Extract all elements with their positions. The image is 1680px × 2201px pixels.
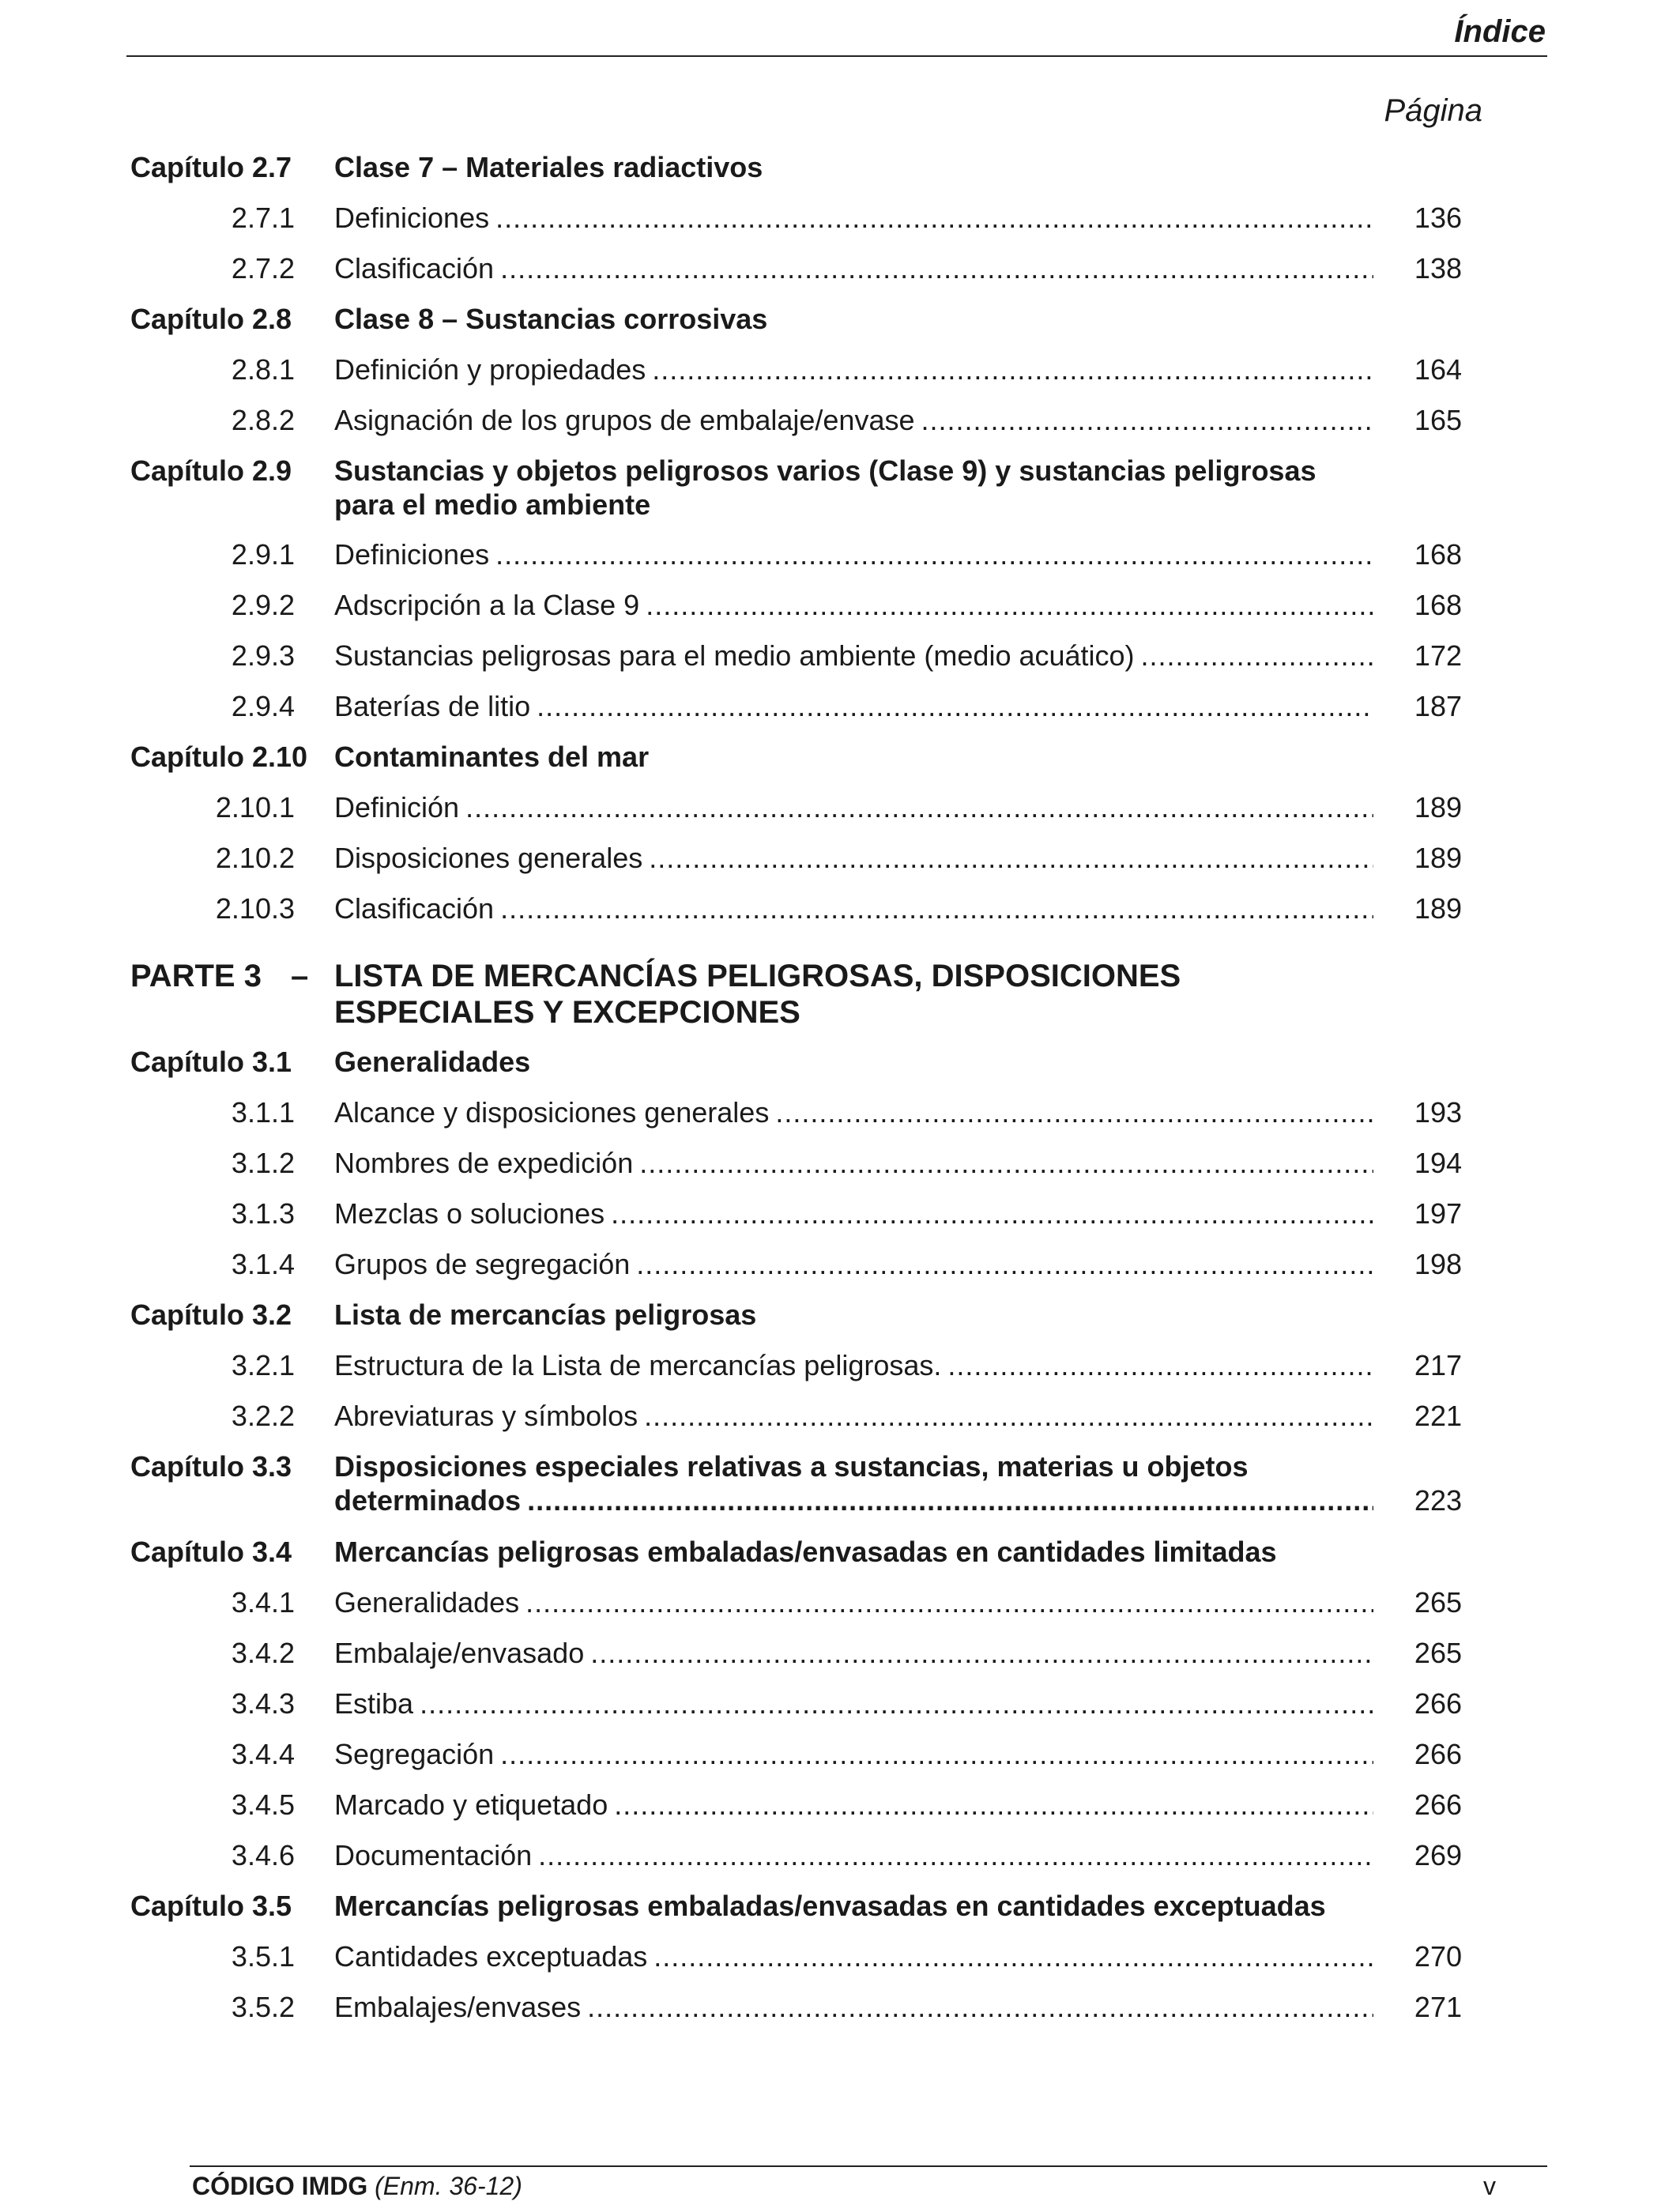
page-number: 165 bbox=[1414, 404, 1462, 436]
chapter-label: Capítulo 3.4 bbox=[130, 1536, 292, 1568]
section-title: Estiba bbox=[334, 1687, 414, 1720]
section-title: Baterías de litio bbox=[334, 690, 531, 722]
chapter-title: Clase 8 – Sustancias corrosivas bbox=[334, 303, 768, 335]
page-number: 271 bbox=[1414, 1991, 1462, 2023]
dot-leader bbox=[947, 1348, 1373, 1382]
chapter-title-line2-with-leader bbox=[334, 1483, 1373, 1517]
chapter-label: Capítulo 3.3 bbox=[130, 1450, 292, 1483]
page-column-label: Página bbox=[1384, 93, 1482, 128]
chapter-title: Clase 7 – Materiales radiactivos bbox=[334, 151, 763, 183]
chapter-title-line2: determinados bbox=[334, 1484, 522, 1517]
section-number: 3.2.1 bbox=[231, 1349, 295, 1381]
dot-leader bbox=[646, 588, 1373, 622]
section-number: 3.4.3 bbox=[231, 1687, 295, 1720]
dot-leader bbox=[649, 841, 1373, 875]
section-title-with-leader bbox=[334, 1095, 1373, 1129]
section-title-with-leader bbox=[334, 588, 1373, 622]
chapter-title: Mercancías peligrosas embaladas/envasadas en cantidades limitadas bbox=[334, 1536, 1277, 1568]
section-title-with-leader bbox=[334, 251, 1373, 285]
page-number: 189 bbox=[1414, 892, 1462, 925]
chapter-title: Contaminantes del mar bbox=[334, 741, 650, 773]
page-number: 265 bbox=[1414, 1586, 1462, 1619]
chapter-label: Capítulo 2.8 bbox=[130, 303, 292, 335]
section-number: 2.9.2 bbox=[231, 589, 295, 621]
dot-leader bbox=[500, 1737, 1373, 1771]
page-number: 269 bbox=[1414, 1839, 1462, 1871]
section-title-with-leader bbox=[334, 1687, 1373, 1720]
page-number: 189 bbox=[1414, 842, 1462, 874]
chapter-label: Capítulo 3.5 bbox=[130, 1890, 292, 1922]
section-title: Documentación bbox=[334, 1839, 533, 1871]
page-number: 265 bbox=[1414, 1637, 1462, 1669]
chapter-title: Lista de mercancías peligrosas bbox=[334, 1298, 757, 1331]
part-dash: – bbox=[291, 959, 309, 993]
section-number: 3.5.1 bbox=[231, 1940, 295, 1973]
dot-leader bbox=[500, 251, 1373, 285]
section-number: 2.9.4 bbox=[231, 690, 295, 722]
section-title: Definición y propiedades bbox=[334, 353, 646, 386]
section-title-with-leader bbox=[334, 1939, 1373, 1973]
part-title-line2: ESPECIALES Y EXCEPCIONES bbox=[334, 995, 800, 1030]
section-title-with-leader bbox=[334, 1399, 1373, 1433]
dot-leader bbox=[420, 1687, 1373, 1720]
dot-leader bbox=[525, 1585, 1373, 1619]
section-title: Clasificación bbox=[334, 252, 495, 285]
section-number: 2.10.1 bbox=[215, 791, 295, 823]
chapter-title-line2: para el medio ambiente bbox=[334, 488, 651, 521]
page-number: 168 bbox=[1414, 589, 1462, 621]
section-title-with-leader bbox=[334, 352, 1373, 386]
section-title-with-leader bbox=[334, 891, 1373, 925]
dot-leader bbox=[538, 1838, 1373, 1872]
page-number: 172 bbox=[1414, 639, 1462, 672]
dot-leader bbox=[654, 1939, 1373, 1973]
section-title: Clasificación bbox=[334, 892, 495, 925]
section-title-with-leader bbox=[334, 1788, 1373, 1822]
section-title-with-leader bbox=[334, 639, 1373, 673]
page-number: 136 bbox=[1414, 202, 1462, 234]
section-title: Asignación de los grupos de embalaje/envase bbox=[334, 404, 915, 436]
section-title: Estructura de la Lista de mercancías peligrosas. bbox=[334, 1349, 942, 1381]
part-title: LISTA DE MERCANCÍAS PELIGROSAS, DISPOSICIONES bbox=[334, 959, 1181, 993]
section-title-with-leader bbox=[334, 1348, 1373, 1382]
dot-leader bbox=[465, 790, 1373, 824]
dot-leader bbox=[614, 1788, 1373, 1822]
section-title: Sustancias peligrosas para el medio ambiente (medio acuático) bbox=[334, 639, 1135, 672]
footer-page-number: v bbox=[1483, 2172, 1496, 2200]
section-number: 3.1.4 bbox=[231, 1248, 295, 1280]
page-number: 198 bbox=[1414, 1248, 1462, 1280]
section-title: Embalaje/envasado bbox=[334, 1637, 585, 1669]
section-title: Mezclas o soluciones bbox=[334, 1197, 605, 1230]
section-title-with-leader bbox=[334, 1990, 1373, 2024]
section-title-with-leader bbox=[334, 537, 1373, 571]
footer-left bbox=[192, 2172, 522, 2201]
section-number: 2.8.1 bbox=[231, 353, 295, 386]
dot-leader bbox=[921, 403, 1373, 437]
dot-leader bbox=[1141, 639, 1373, 673]
chapter-title: Mercancías peligrosas embaladas/envasadas en cantidades exceptuadas bbox=[334, 1890, 1326, 1922]
section-number: 2.8.2 bbox=[231, 404, 295, 436]
section-title: Generalidades bbox=[334, 1586, 520, 1619]
page-number: 197 bbox=[1414, 1197, 1462, 1230]
section-number: 3.4.4 bbox=[231, 1738, 295, 1770]
dot-leader bbox=[495, 537, 1373, 571]
section-number: 3.1.1 bbox=[231, 1096, 295, 1129]
section-title-with-leader bbox=[334, 1737, 1373, 1771]
dot-leader bbox=[587, 1990, 1373, 2024]
section-title-with-leader bbox=[334, 201, 1373, 235]
dot-leader bbox=[639, 1146, 1373, 1180]
dot-leader bbox=[537, 689, 1373, 723]
dot-leader bbox=[775, 1095, 1373, 1129]
dot-leader bbox=[590, 1636, 1373, 1670]
dot-leader bbox=[652, 352, 1373, 386]
section-title-with-leader bbox=[334, 1197, 1373, 1231]
page-number: 266 bbox=[1414, 1788, 1462, 1821]
page-number: 266 bbox=[1414, 1687, 1462, 1720]
section-title-with-leader bbox=[334, 1585, 1373, 1619]
section-number: 2.9.3 bbox=[231, 639, 295, 672]
chapter-label: Capítulo 3.2 bbox=[130, 1298, 292, 1331]
section-title: Adscripción a la Clase 9 bbox=[334, 589, 640, 621]
page-number: 221 bbox=[1414, 1400, 1462, 1432]
footer-edition: (Enm. 36-12) bbox=[375, 2172, 522, 2200]
dot-leader bbox=[644, 1399, 1373, 1433]
section-title: Alcance y disposiciones generales bbox=[334, 1096, 770, 1129]
section-number: 2.7.2 bbox=[231, 252, 295, 285]
chapter-title: Generalidades bbox=[334, 1046, 531, 1078]
section-number: 3.1.3 bbox=[231, 1197, 295, 1230]
section-number: 2.10.3 bbox=[215, 892, 295, 925]
dot-leader bbox=[636, 1247, 1373, 1281]
section-title-with-leader bbox=[334, 1838, 1373, 1872]
section-title: Definiciones bbox=[334, 538, 490, 571]
chapter-label: Capítulo 2.7 bbox=[130, 151, 292, 183]
dot-leader bbox=[527, 1483, 1373, 1517]
section-number: 2.10.2 bbox=[215, 842, 295, 874]
page-number: 217 bbox=[1414, 1349, 1462, 1381]
section-number: 3.5.2 bbox=[231, 1991, 295, 2023]
dot-leader bbox=[500, 891, 1373, 925]
page-number: 138 bbox=[1414, 252, 1462, 285]
section-number: 3.4.1 bbox=[231, 1586, 295, 1619]
section-number: 3.1.2 bbox=[231, 1147, 295, 1179]
section-number: 3.2.2 bbox=[231, 1400, 295, 1432]
section-title: Definición bbox=[334, 791, 460, 823]
section-title-with-leader bbox=[334, 1146, 1373, 1180]
footer-rule bbox=[190, 2165, 1547, 2167]
section-number: 3.4.6 bbox=[231, 1839, 295, 1871]
chapter-label: Capítulo 2.9 bbox=[130, 454, 292, 487]
section-title-with-leader bbox=[334, 689, 1373, 723]
section-number: 3.4.2 bbox=[231, 1637, 295, 1669]
section-title: Marcado y etiquetado bbox=[334, 1788, 608, 1821]
section-title-with-leader bbox=[334, 790, 1373, 824]
page-number: 223 bbox=[1414, 1484, 1462, 1517]
header-rule bbox=[126, 55, 1547, 57]
chapter-title: Sustancias y objetos peligrosos varios (Clase 9) y sustancias peligrosas bbox=[334, 454, 1317, 487]
section-title: Definiciones bbox=[334, 202, 490, 234]
section-title: Embalajes/envases bbox=[334, 1991, 582, 2023]
chapter-title: Disposiciones especiales relativas a sustancias, materias u objetos bbox=[334, 1450, 1249, 1483]
header-title: Índice bbox=[1454, 14, 1546, 49]
page-number: 194 bbox=[1414, 1147, 1462, 1179]
section-title-with-leader bbox=[334, 1247, 1373, 1281]
page-number: 193 bbox=[1414, 1096, 1462, 1129]
section-number: 2.9.1 bbox=[231, 538, 295, 571]
page-number: 187 bbox=[1414, 690, 1462, 722]
page-number: 189 bbox=[1414, 791, 1462, 823]
page-number: 168 bbox=[1414, 538, 1462, 571]
part-label: PARTE 3 bbox=[130, 959, 262, 993]
section-title-with-leader bbox=[334, 1636, 1373, 1670]
footer-code: CÓDIGO IMDG bbox=[192, 2172, 368, 2200]
section-title-with-leader bbox=[334, 841, 1373, 875]
chapter-label: Capítulo 2.10 bbox=[130, 741, 308, 773]
section-title: Segregación bbox=[334, 1738, 495, 1770]
section-number: 2.7.1 bbox=[231, 202, 295, 234]
section-title: Grupos de segregación bbox=[334, 1248, 631, 1280]
chapter-label: Capítulo 3.1 bbox=[130, 1046, 292, 1078]
page-number: 266 bbox=[1414, 1738, 1462, 1770]
page-number: 164 bbox=[1414, 353, 1462, 386]
page-number: 270 bbox=[1414, 1940, 1462, 1973]
dot-leader bbox=[495, 201, 1373, 235]
section-title: Nombres de expedición bbox=[334, 1147, 634, 1179]
section-title: Disposiciones generales bbox=[334, 842, 643, 874]
section-title-with-leader bbox=[334, 403, 1373, 437]
section-number: 3.4.5 bbox=[231, 1788, 295, 1821]
dot-leader bbox=[611, 1197, 1373, 1231]
section-title: Cantidades exceptuadas bbox=[334, 1940, 648, 1973]
section-title: Abreviaturas y símbolos bbox=[334, 1400, 638, 1432]
